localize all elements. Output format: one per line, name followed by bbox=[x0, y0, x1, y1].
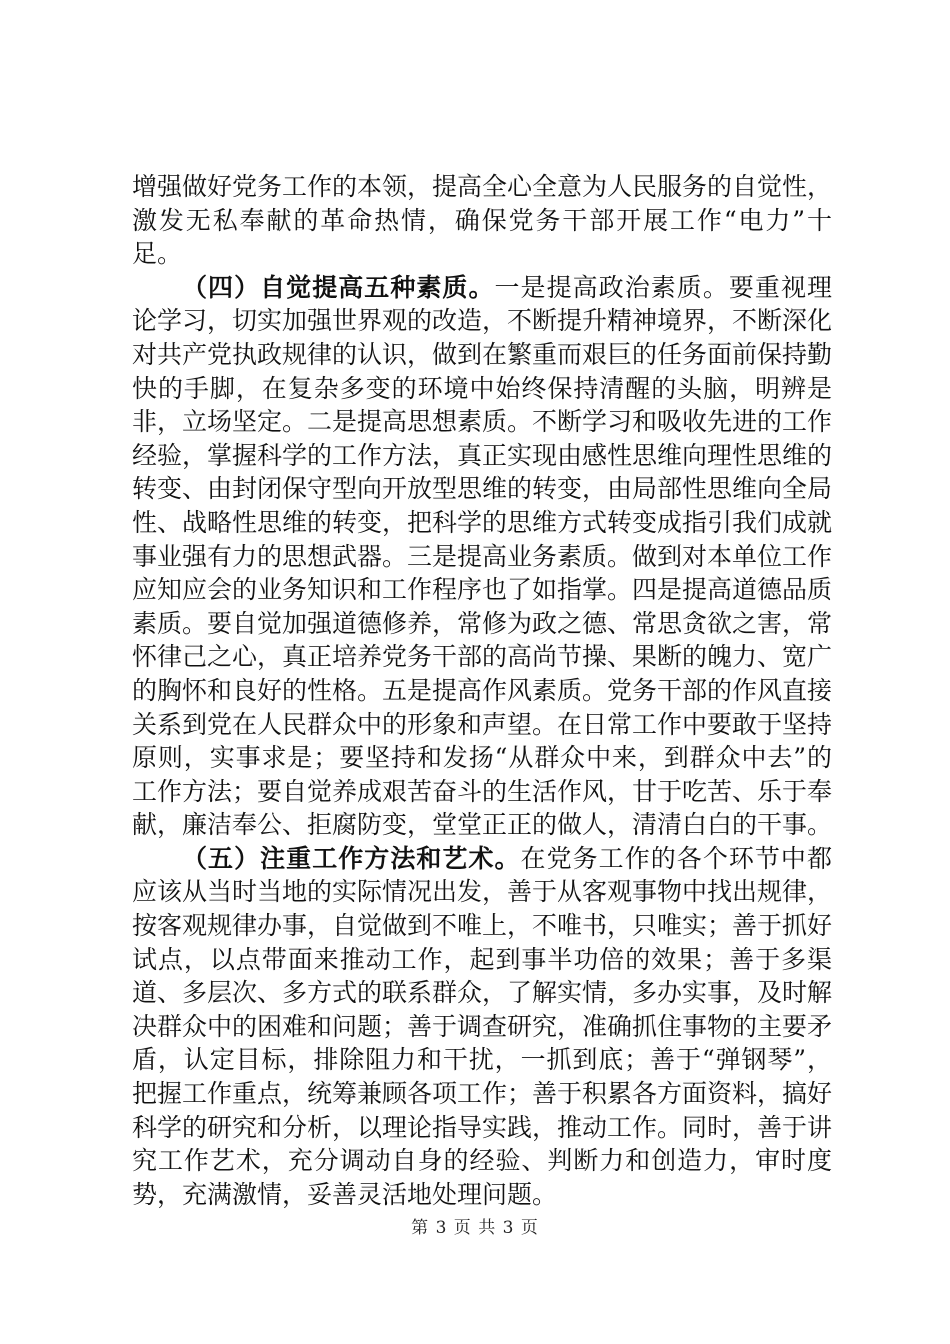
page-footer bbox=[0, 1213, 950, 1238]
section-heading: （五）注重工作方法和艺术。 bbox=[182, 843, 521, 873]
paragraph-continuation bbox=[132, 170, 832, 271]
page-number-label: 第 3 页 共 3 页 bbox=[411, 1218, 539, 1238]
section-heading: （四）自觉提高五种素质。 bbox=[182, 272, 495, 302]
document-body bbox=[132, 170, 832, 1211]
paragraph-section-five bbox=[132, 842, 832, 1212]
paragraph-text: 增强做好党务工作的本领，提高全心全意为人民服务的自觉性，激发无私奉献的革命热情，确保党务干部开展工作“电力”十足。 bbox=[132, 172, 833, 269]
paragraph-text: 一是提高政治素质。要重视理论学习，切实加强世界观的改造，不断提升精神境界，不断深化对共产党执政规律的认识，做到在繁重而艰巨的任务面前保持勤快的手脚，在复杂多变的环境中始终保持清醒的头脑，明辨是非，立场坚定。二是提高思想素质。不断学习和吸收先进的工作经验，掌握科学的工作方法，真正实现由感性思维向理性思维的转变、由封闭保守型向开放型思维的转变，由局部性思维向全局性、战略性思维的转变，把科学的思维方式转变成指引我们成就事业强有力的思想武器。三是提高业务素质。做到对本单位工作应知应会的业务知识和工作程序也了如指掌。四是提高道德品质素质。要自觉加强道德修养，常修为政之德、常思贪欲之害，常怀律己之心，真正培养党务干部的高尚节操、果断的魄力、宽广的胸怀和良好的性格。五是提高作风素质。党务干部的作风直接关系到党在人民群众中的形象和声望。在日常工作中要敢于坚持原则，实事求是；要坚持和发扬“从群众中来，到群众中去”的工作方法；要自觉养成艰苦奋斗的生活作风，甘于吃苦、乐于奉献，廉洁奉公、拒腐防变，堂堂正正的做人，清清白白的干事。 bbox=[132, 272, 833, 840]
paragraph-section-four bbox=[132, 271, 832, 842]
paragraph-text: 在党务工作的各个环节中都应该从当时当地的实际情况出发，善于从客观事物中找出规律，按客观规律办事，自觉做到不唯上，不唯书，只唯实；善于抓好试点，以点带面来推动工作，起到事半功倍的效果；善于多渠道、多层次、多方式的联系群众，了解实情，多办实事，及时解决群众中的困难和问题；善于调查研究，准确抓住事物的主要矛盾，认定目标，排除阻力和干扰，一抓到底；善于“弹钢琴”，把握工作重点，统筹兼顾各项工作；善于积累各方面资料，搞好科学的研究和分析，以理论指导实践，推动工作。同时，善于讲究工作艺术，充分调动自身的经验、判断力和创造力，审时度势，充满激情，妥善灵活地处理问题。 bbox=[132, 843, 833, 1209]
